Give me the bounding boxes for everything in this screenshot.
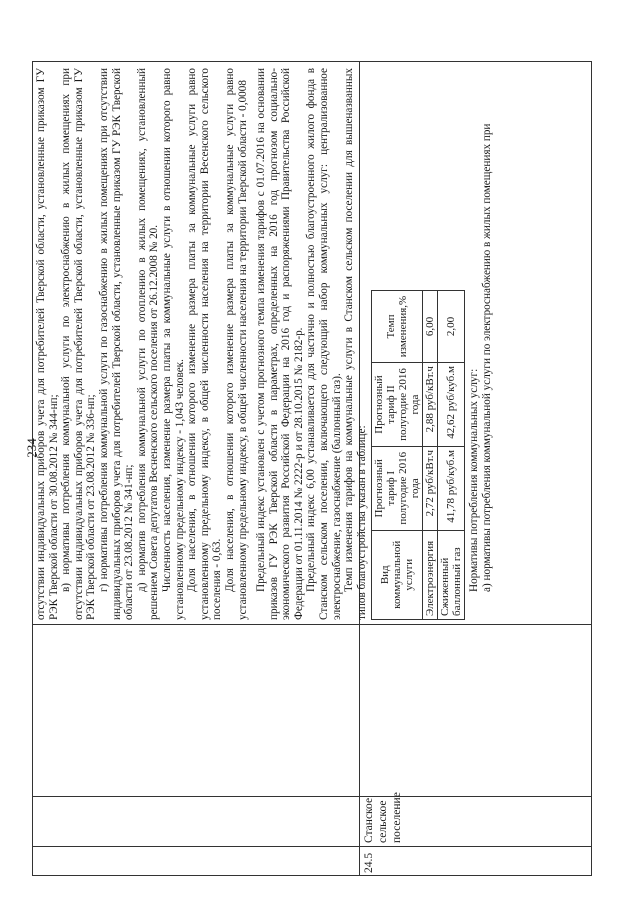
paragraph: а) нормативы потребления коммунальной услуги по электроснабжению в жилых помещениях при: [481, 123, 494, 592]
document-text: [35, 68, 494, 620]
table-row: [438, 291, 465, 620]
paragraph: Нормативы потребления коммунальных услуг:: [468, 368, 481, 592]
settlement-name: Станское сельское поселение: [363, 792, 403, 843]
column-divider: [33, 624, 591, 625]
page-number: 234: [23, 438, 39, 458]
paragraph: Темп изменения тарифов на коммунальные услуги в Станском сельском поселении для вышеназванных типов благоустройства указан в таблице:: [343, 68, 368, 620]
paragraph: Предельный индекс установлен с учетом прогнозного темпа изменения тарифов с 01.07.2016 на основании приказов ГУ РЭК Тверской области в параметрах, определенных на 2016 год прогнозом социально-экономического развития Российской Федерации на 2016 год и распоряжениями Правительства Российской Федерации от 01.11.2014 № 2222-р и от 28.10.2015 № 2182-р.: [255, 68, 305, 620]
table-frame: [32, 61, 592, 876]
column-divider: [33, 846, 591, 847]
table-header: Прогнозный тариф II полугодие 2016 года: [372, 363, 423, 447]
table-cell: 2,72 руб/кВт.ч: [423, 447, 438, 531]
table-header: Прогнозный тариф I полугодие 2016 года: [372, 447, 423, 531]
table-cell: 41,78 руб/куб.м: [438, 447, 465, 531]
paragraph: в) нормативы потребления коммунальной услуги по электроснабжению в жилых помещениях при отсутствии индивидуальных приборов учета для потребителей Тверской области, установленные приказом ГУ РЭК Тверской области от 23.08.2012 № 336-нп;: [60, 68, 98, 620]
table-header: Вид коммунальной услуги: [372, 530, 423, 619]
table-cell: Сжиженный баллонный газ: [438, 530, 465, 619]
table-cell: 2,88 руб/кВт.ч: [423, 363, 438, 447]
paragraph: д) норматив потребления коммунальной услуги по отоплению в жилых помещениях, установленный решением Совета депутатов Весненского сельского поселения от 26.12.2008 № 20.: [135, 68, 161, 620]
paragraph: Доля населения, в отношении которого изменение размера платы за коммунальные услуги равно установленному предельному индексу, в общей численности населения на территории Весенского сельского поселения - 0,63.: [186, 68, 224, 620]
table-header: Темп изменения,%: [372, 291, 423, 363]
paragraph: Доля населения, в отношении которого изменение размера платы за коммунальные услуги равно установленному предельному индексу, в общей численности населения на территории Тверской области - 0,0008: [223, 68, 249, 620]
paragraph: Численность населения, изменение размера платы за коммунальные услуги в отношении которого равно установленному предельному индексу - 1,043 человек.: [160, 68, 186, 620]
row-number: 24.5: [363, 852, 375, 873]
table-row: [423, 291, 438, 620]
table-cell: 6,00: [423, 291, 438, 363]
tariff-table: [371, 290, 465, 620]
table-cell: 2,00: [438, 291, 465, 363]
paragraph: г) нормативы потребления коммунальной услуги по газоснабжению в жилых помещениях при отсутствии индивидуальных приборов учета для потребителей Тверской области, установленные приказом ГУ РЭК Тверской области от 23.08.2012 № 341-нп;: [97, 68, 136, 620]
table-cell: Электроэнергия: [423, 530, 438, 619]
paragraph: отсутствии индивидуальных приборов учета для потребителей Тверской области, установленные приказом ГУ РЭК Тверской области от 30.08.2012 № 344-нп;: [35, 68, 60, 620]
table-cell: 42,62 руб/куб.м: [438, 363, 465, 447]
column-divider: [33, 796, 591, 797]
table-header-row: [372, 291, 423, 620]
rotated-page: [32, 36, 592, 876]
paragraph: Предельный индекс 6,00 устанавливается для частично и полностью благоустроенного жилого фонда в Станском сельском поселении, включающего следующий набор коммунальных услуг: централизованное электроснабжение, газоснабжение (баллонный газ).: [305, 68, 343, 620]
